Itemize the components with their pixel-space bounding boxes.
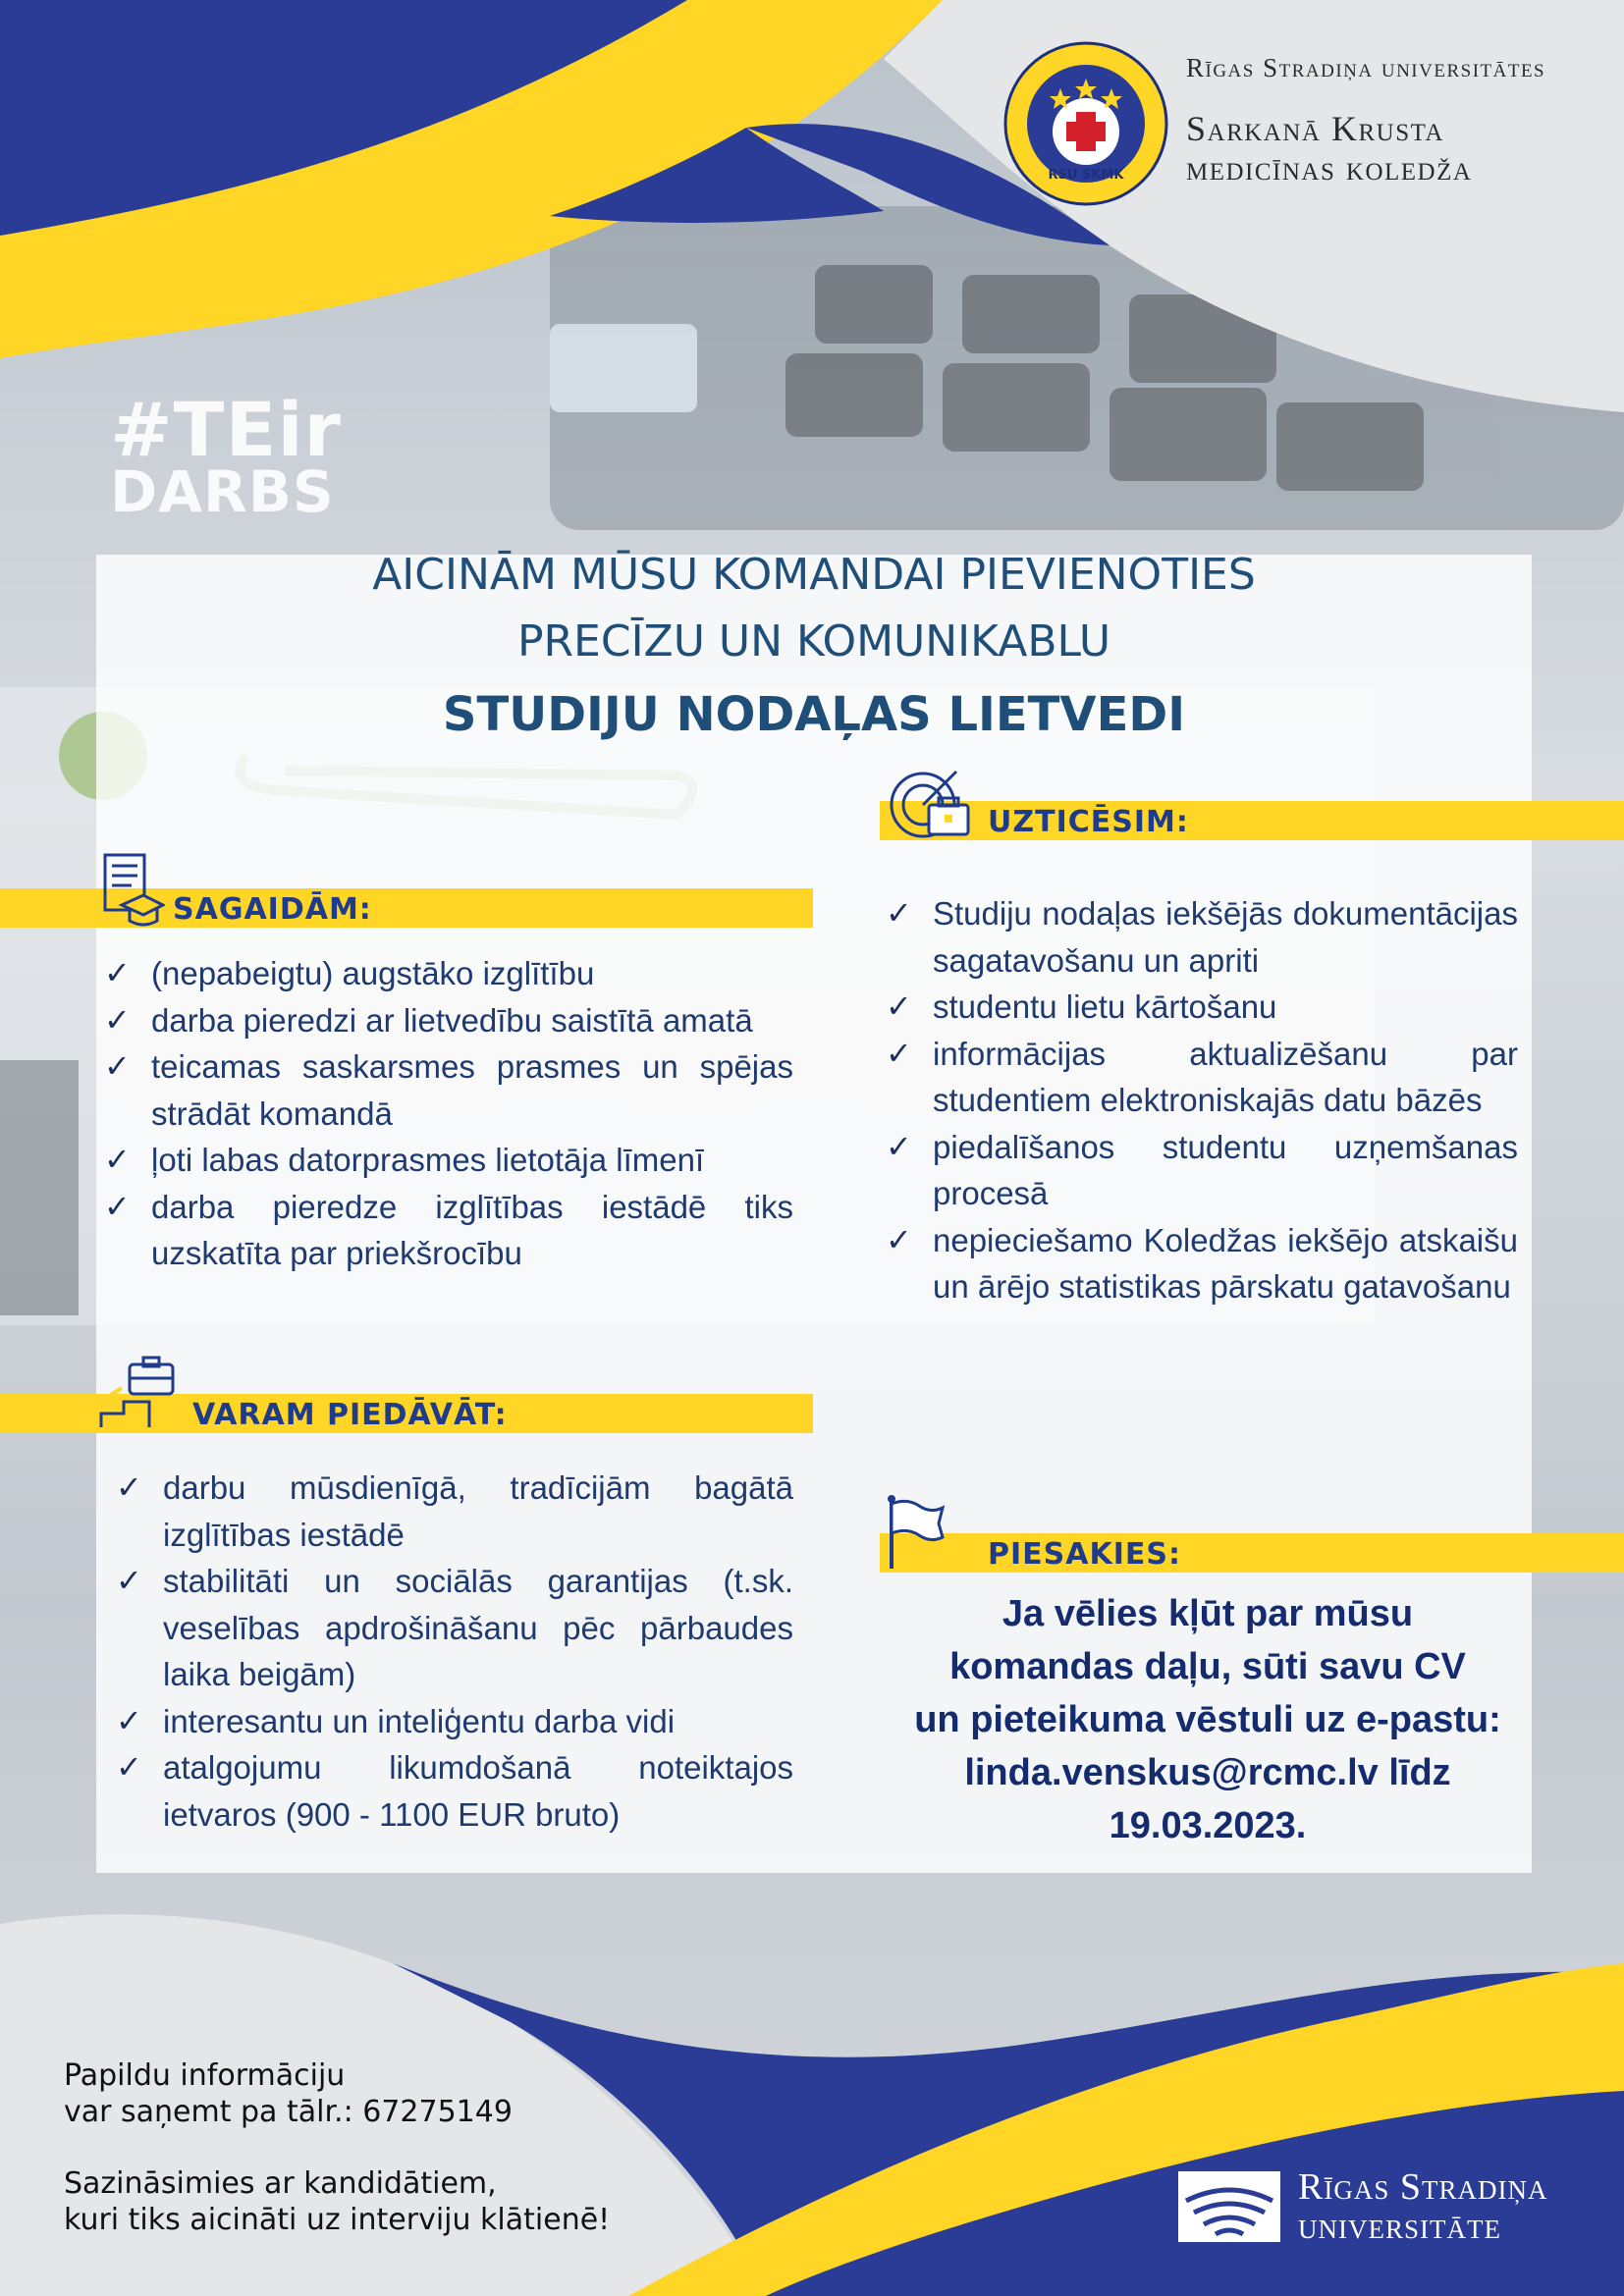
list-item	[116, 1698, 793, 1745]
college-name-line2: medicīnas koledža	[1186, 148, 1473, 187]
flag-icon	[884, 1494, 947, 1571]
apply-deadline: 19.03.2023.	[1109, 1805, 1307, 1846]
list-item	[104, 1137, 793, 1184]
list-item-text: Studiju nodaļas iekšējās dokumentācijas sagatavošanu un apriti	[933, 895, 1518, 979]
check-icon: ✓	[886, 1127, 912, 1165]
check-icon: ✓	[886, 894, 912, 932]
check-icon: ✓	[116, 1468, 142, 1506]
list-item-text: studentu lietu kārtošanu	[933, 988, 1277, 1025]
list-item	[886, 1031, 1518, 1124]
apply-line2: komandas daļu, sūti savu CV	[949, 1646, 1466, 1687]
expect-section-title: SAGAIDĀM:	[173, 892, 372, 927]
hashtag-line2: DARBS	[110, 458, 335, 525]
check-icon: ✓	[116, 1748, 142, 1786]
list-item	[104, 997, 793, 1044]
list-item-text: darba pieredze izglītības iestādē tiks uzskatīta par priekšrocību	[151, 1188, 793, 1271]
emblem-text: RSU SKMK	[1048, 168, 1124, 183]
list-item	[886, 984, 1518, 1031]
college-name-line1: Sarkanā Krusta	[1186, 109, 1444, 148]
list-item-text: ļoti labas datorprasmes lietotāja līmenī	[151, 1142, 705, 1178]
apply-message	[884, 1587, 1532, 1852]
target-briefcase-icon	[888, 766, 972, 842]
list-item-text: stabilitāti un sociālās garantijas (t.sk. veselības apdrošināšanu pēc pārbaudes laika beigām)	[163, 1563, 793, 1692]
trust-section-title: UZTICĒSIM:	[988, 805, 1189, 839]
check-icon: ✓	[116, 1701, 142, 1739]
offer-section-title: VARAM PIEDĀVĀT:	[192, 1398, 508, 1432]
offer-list	[116, 1465, 793, 1838]
expect-list	[104, 950, 793, 1277]
rsu-logo-mark	[1178, 2171, 1280, 2242]
info-phone-line[interactable]: var saņemt pa tālr.: 67275149	[64, 2095, 513, 2129]
list-item-text: piedalīšanos studentu uzņemšanas procesā	[933, 1128, 1518, 1211]
check-icon: ✓	[886, 1034, 912, 1072]
check-icon: ✓	[104, 954, 131, 991]
hashtag	[110, 386, 342, 525]
list-item-text: darbu mūsdienīgā, tradīcijām bagātā izglītības iestādē	[163, 1469, 793, 1553]
university-line: Rīgas Stradiņa universitātes	[1186, 53, 1546, 82]
check-icon: ✓	[104, 1047, 131, 1085]
headline-line3: STUDIJU NODAĻAS LIETVEDI	[442, 687, 1186, 742]
list-item-text: nepieciešamo Koledžas iekšējo atskaišu un ārējo statistikas pārskatu gatavošanu	[933, 1221, 1518, 1305]
check-icon: ✓	[104, 1000, 131, 1039]
career-briefcase-icon	[98, 1355, 181, 1429]
list-item-text: interesantu un inteliģentu darba vidi	[163, 1702, 676, 1739]
hashtag-line1: #TEir	[110, 386, 342, 473]
list-item-text: teicamas saskarsmes prasmes un spējas strādāt komandā	[151, 1048, 793, 1132]
list-item	[104, 950, 793, 997]
list-item	[886, 890, 1518, 984]
list-item	[116, 1744, 793, 1838]
list-item	[104, 1043, 793, 1137]
headline-line1: AICINĀM MŪSU KOMANDAI PIEVIENOTIES	[372, 550, 1256, 600]
list-item-text: atalgojumu likumdošanā noteiktajos ietvaros (900 - 1100 EUR bruto)	[163, 1749, 793, 1833]
college-name-block	[1186, 53, 1545, 187]
check-icon: ✓	[886, 1220, 912, 1258]
apply-email-line[interactable]: linda.venskus@rcmc.lv līdz	[964, 1752, 1451, 1793]
list-item-text: informācijas aktualizēšanu par studentiem elektroniskajās datu bāzēs	[933, 1035, 1518, 1118]
headline-line2: PRECĪZU UN KOMUNIKABLU	[516, 616, 1111, 667]
list-item	[116, 1558, 793, 1698]
list-item	[116, 1465, 793, 1558]
list-item	[886, 1217, 1518, 1310]
trust-list	[886, 890, 1518, 1310]
check-icon: ✓	[104, 1141, 131, 1178]
contact-line1: Sazināsimies ar kandidātiem,	[64, 2166, 497, 2201]
list-item	[104, 1184, 793, 1277]
footer-contact	[64, 2057, 610, 2238]
rsu-line2: universitāte	[1298, 2206, 1501, 2247]
list-item	[886, 1124, 1518, 1217]
graduation-document-icon	[102, 852, 165, 929]
list-item-text: darba pieredzi ar lietvedību saistītā amatā	[151, 1001, 753, 1039]
headline	[96, 542, 1532, 754]
check-icon: ✓	[104, 1187, 131, 1225]
info-line1: Papildu informāciju	[64, 2058, 346, 2093]
apply-section-title: PIESAKIES:	[988, 1537, 1181, 1572]
check-icon: ✓	[886, 988, 912, 1025]
list-item-text: (nepabeigtu) augstāko izglītību	[151, 955, 595, 991]
college-emblem	[1003, 41, 1168, 206]
check-icon: ✓	[116, 1562, 142, 1599]
apply-line3: un pieteikuma vēstuli uz e-pastu:	[914, 1699, 1501, 1740]
rsu-wordmark	[1298, 2167, 1547, 2246]
contact-line2: kuri tiks aicināti uz interviju klātienē!	[64, 2203, 611, 2237]
rsu-line1: Rīgas Stradiņa	[1298, 2166, 1548, 2208]
apply-line1: Ja vēlies kļūt par mūsu	[1001, 1593, 1414, 1634]
